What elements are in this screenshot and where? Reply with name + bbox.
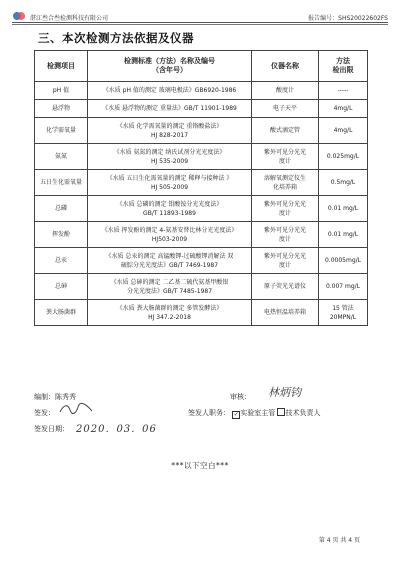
issue-label: 签发： [34,409,55,417]
reviewer-label: 审核： [230,393,251,401]
compiler-block [34,392,76,402]
end-of-report-note: ***以下空白*** [171,461,229,470]
table-row [35,144,368,170]
instrument-line1: 电子天平 [272,105,297,112]
cell-instrument [252,82,319,100]
standard-line1: 《水质 总汞的测定 高锰酸钾-过硫酸钾消解法 双 [105,252,234,260]
instrument-line1: 紫外可见分光光 [263,252,306,260]
cell-standard [88,82,252,100]
section-title: 三、本次检测方法依据及仪器 [38,31,194,45]
cell-instrument [252,118,319,144]
cell-item: 五日生化需氧量 [35,170,88,196]
cell-item: 粪大肠菌群 [35,300,88,326]
cell-standard [88,274,252,300]
limit-value: 0.025mg/L [326,153,360,160]
standard-line2: 分光光度法》GB/T 7485-1987 [126,287,213,295]
table-row [35,82,368,100]
header-standard [88,51,252,82]
instrument-line2: 度计 [278,261,291,269]
limit-line: 15 管法 [332,304,354,312]
cell-limit [319,144,368,170]
compiler-name: 陈秀秀 [55,393,76,401]
table-row [35,100,368,118]
cell-item: 氨氮 [35,144,88,170]
issue-date-label: 签发日期： [34,425,69,433]
reviewer-signature: 林炳钧 [268,386,301,399]
limit-value: 0.01 mg/L [327,231,359,238]
header-limit-line1: 方法 [336,57,350,65]
option-lab-supervisor: ✓实验室主管 [233,409,276,418]
limit-value: 0.5mg/L [330,179,356,186]
report-number: 报告编号：SHS20022602FS [308,15,388,22]
limit-value: 0.01 mg/L [327,205,359,212]
issuer-position-label: 签发人职务： [188,409,230,417]
instrument-line1: 酸式滴定管 [269,127,300,134]
standard-line1: 《水质 五日生化需氧量的测定 稀释与接种法 》 [106,174,233,182]
cell-standard [88,300,252,326]
table-row [35,118,368,144]
page-header [12,11,388,21]
standard-line1: 《水质 挥发酚的测定 4-氨基安替比林分光光度法》 [101,226,238,234]
standard-line1: 《水质 总磷的测定 钼酸铵分光光度法》 [116,200,223,208]
standard-line2: HJ503-2009 [151,235,188,243]
standard-line1: 《水质 化学需氧量的测定 重铬酸盐法》 [116,122,223,130]
header-standard-line1: 检测标准（方法）名称及编号 [124,57,215,65]
cell-limit [319,222,368,248]
standard-line1: 《水质 粪大肠菌群的测定 多管发酵法》 [116,304,223,312]
cell-item: 总砷 [35,274,88,300]
option-tech-lead: 技术负责人 [277,409,320,417]
cell-instrument [252,222,319,248]
table-row [35,222,368,248]
standard-line1: 《水质 悬浮物的测定 重量法》GB/T 11901-1989 [102,105,237,112]
header-standard-line2: （含年号） [152,66,187,74]
limit-value: 4mg/L [333,127,353,134]
issuer-signature-icon [58,402,94,416]
methods-table [34,50,368,326]
standard-line2: 硫腙分光光度法》GB/T 7469-1987 [120,261,219,269]
cell-limit [319,248,368,274]
standard-line2: HJ 828-2017 [150,131,189,139]
cell-item: 悬浮物 [35,100,88,118]
limit-value: 0.007 mg/L [325,283,361,290]
cell-standard [88,196,252,222]
instrument-line1: 紫外可见分光光 [263,148,306,156]
instrument-line1: 电热恒温培养箱 [263,309,306,316]
limit-value: 4mg/L [333,105,353,112]
limit-line: 20MPN/L [329,313,357,321]
issuer-position-block [188,408,320,419]
issue-block [34,408,55,418]
checkbox-checked-icon: ✓ [233,411,239,418]
standard-line2: HJ 505-2009 [150,183,189,191]
table-row [35,274,368,300]
table-row [35,170,368,196]
cell-standard [88,170,252,196]
cell-standard [88,222,252,248]
header-item: 检测项目 [35,51,88,82]
instrument-line2: 化培养箱 [272,183,297,191]
cell-instrument [252,274,319,300]
cell-standard [88,248,252,274]
table-row [35,248,368,274]
standard-line2: GB/T 11893-1989 [143,209,196,217]
cell-instrument [252,248,319,274]
header-limit-line2: 检出限 [332,66,354,74]
cell-instrument [252,196,319,222]
cell-item: 挥发酚 [35,222,88,248]
instrument-line1: 紫外可见分光光 [263,226,306,234]
cell-instrument [252,300,319,326]
cell-standard [88,144,252,170]
compiler-label: 编制： [34,393,55,401]
instrument-line2: 度计 [278,235,291,243]
header-limit [319,51,368,82]
company-logo-icon [12,11,26,21]
issue-date-value: 2020．03．06 [76,424,157,435]
table-row [35,300,368,326]
cell-item: 化学需氧量 [35,118,88,144]
company-name: 湛江叁合叁检测科技有限公司 [30,15,109,22]
header-instrument: 仪器名称 [252,51,319,82]
table-row [35,196,368,222]
table-header-row [35,51,368,82]
limit-value: 0.0005mg/L [324,257,361,264]
cell-item: pH 值 [35,82,88,100]
page-footer: 第 4 页 共 4 页 [318,537,360,544]
reviewer-block [230,392,251,402]
cell-limit [319,274,368,300]
standard-line1: 《水质 氨氮的测定 纳氏试剂分光光度法》 [113,148,226,156]
cell-limit [319,118,368,144]
cell-limit [319,196,368,222]
instrument-line1: 原子荧光光谱仪 [263,283,306,290]
cell-limit [319,170,368,196]
cell-limit [319,300,368,326]
issue-date-block [34,424,69,434]
cell-instrument [252,144,319,170]
standard-line2: HJ 535-2009 [150,157,189,165]
cell-item: 总磷 [35,196,88,222]
standard-line1: 《水质 pH 值的测定 玻璃电极法》GB6920-1986 [102,87,237,94]
instrument-line2: 度计 [278,157,291,165]
cell-item: 总汞 [35,248,88,274]
cell-limit [319,82,368,100]
instrument-line1: 溶解氧测定仪生 [263,174,306,182]
cell-standard [88,100,252,118]
instrument-line1: 酸度计 [275,87,294,94]
cell-limit [319,100,368,118]
limit-value: ----- [337,87,349,94]
cell-instrument [252,170,319,196]
header-divider [12,22,388,23]
standard-line1: 《水质 总砷的测定 二乙基二硫代氨基甲酸银 [110,278,229,286]
instrument-line2: 度计 [278,209,291,217]
cell-instrument [252,100,319,118]
standard-line2: HJ 347.2-2018 [148,313,191,321]
cell-standard [88,118,252,144]
instrument-line1: 紫外可见分光光 [263,200,306,208]
header-divider-thin [12,24,388,25]
